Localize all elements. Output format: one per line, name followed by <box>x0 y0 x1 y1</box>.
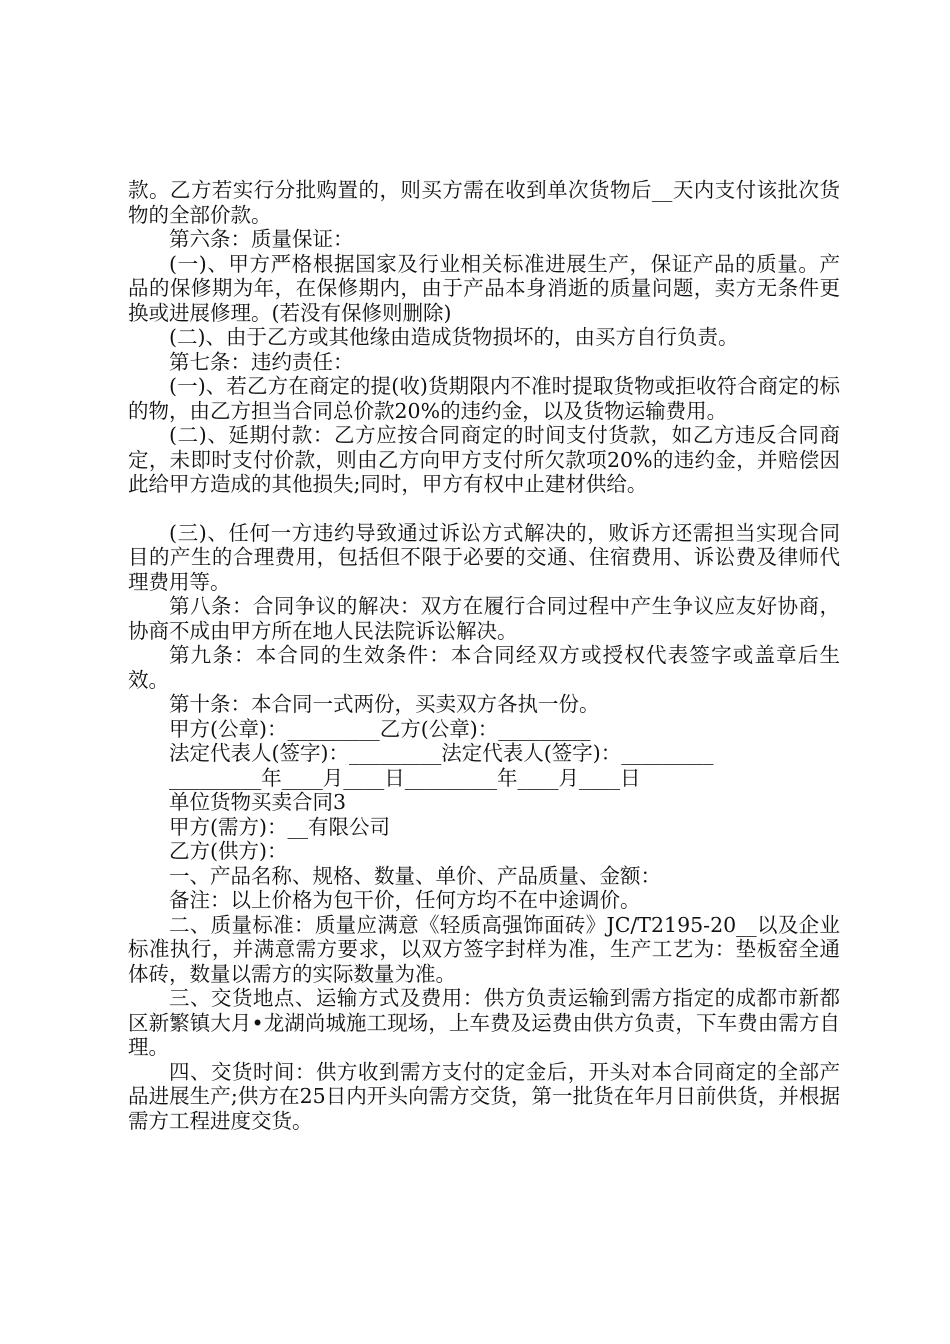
paragraph-quality-2: (二)、由于乙方或其他缘由造成货物损坏的，由买方自行负责。 <box>169 325 739 349</box>
contract-text <box>128 178 840 1133</box>
party-b-line: 乙方(供方)： <box>169 839 288 863</box>
clause-2-quality-standard: 二、质量标准：质量应满意《轻质高强饰面砖》JC/T2195-20__以及企业标准执行，并满意需方要求，以双方签字封样为准，生产工艺为：垫板窑全通体砖，数量以需方的实际数量为准。 <box>128 912 840 986</box>
signature-representative-line: 法定代表人(签字)：_________法定代表人(签字)：_________ <box>169 741 714 765</box>
signature-seal-line: 甲方(公章)：_________乙方(公章)：_________ <box>169 716 591 741</box>
contract-3-title: 单位货物买卖合同3 <box>169 790 347 814</box>
heading-article-7: 第七条：违约责任： <box>169 349 354 374</box>
party-a-line: 甲方(需方)：__有限公司 <box>169 814 390 839</box>
paragraph-article-9: 第九条：本合同的生效条件：本合同经双方或授权代表签字或盖章后生效。 <box>128 643 840 692</box>
paragraph-article-8: 第八条：合同争议的解决：双方在履行合同过程中产生争议应友好协商，协商不成由甲方所在地人民法院诉讼解决。 <box>128 594 840 643</box>
signature-date-line: _________年____月____日_________年____月____日 <box>169 765 641 790</box>
clause-4-delivery-time: 四、交货时间：供方收到需方支付的定金后，开头对本合同商定的全部产品进展生产;供方在25日内开头向需方交货，第一批货在年月日前供货，并根据需方工程进度交货。 <box>128 1059 840 1133</box>
paragraph-article-10: 第十条：本合同一式两份，买卖双方各执一份。 <box>169 692 600 716</box>
paragraph-breach-2: (二)、延期付款：乙方应按合同商定的时间支付货款，如乙方违反合同商定，未即时支付价款，则由乙方向甲方支付所欠款项20%的违约金，并赔偿因此给甲方造成的其他损失;同时，甲方有权中止建材供给。 <box>128 423 840 496</box>
paragraph-payment-continuation: 款。乙方若实行分批购置的，则买方需在收到单次货物后__天内支付该批次货物的全部价款。 <box>128 178 840 227</box>
paragraph-quality-1: (一)、甲方严格根据国家及行业相关标准进展生产，保证产品的质量。产品的保修期为年，在保修期内，由于产品本身消逝的质量问题，卖方无条件更换或进展修理。(若没有保修则删除) <box>128 251 840 325</box>
clause-1-products: 一、产品名称、规格、数量、单价、产品质量、金额： <box>169 863 661 888</box>
paragraph-breach-3: (三)、任何一方违约导致通过诉讼方式解决的，败诉方还需担当实现合同目的产生的合理费用，包括但不限于必要的交通、住宿费用、诉讼费及律师代理费用等。 <box>128 520 840 594</box>
clause-3-delivery-location: 三、交货地点、运输方式及费用：供方负责运输到需方指定的成都市新都区新繁镇大月•龙湖尚城施工现场，上车费及运费由供方负责，下车费由需方自理。 <box>128 986 840 1059</box>
heading-article-6: 第六条：质量保证： <box>169 227 354 251</box>
remark-line: 备注：以上价格为包干价，任何方均不在中途调价。 <box>169 888 641 912</box>
paragraph-breach-1: (一)、若乙方在商定的提(收)货期限内不准时提取货物或拒收符合商定的标的物，由乙方担当合同总价款20%的违约金，以及货物运输费用。 <box>128 374 840 423</box>
